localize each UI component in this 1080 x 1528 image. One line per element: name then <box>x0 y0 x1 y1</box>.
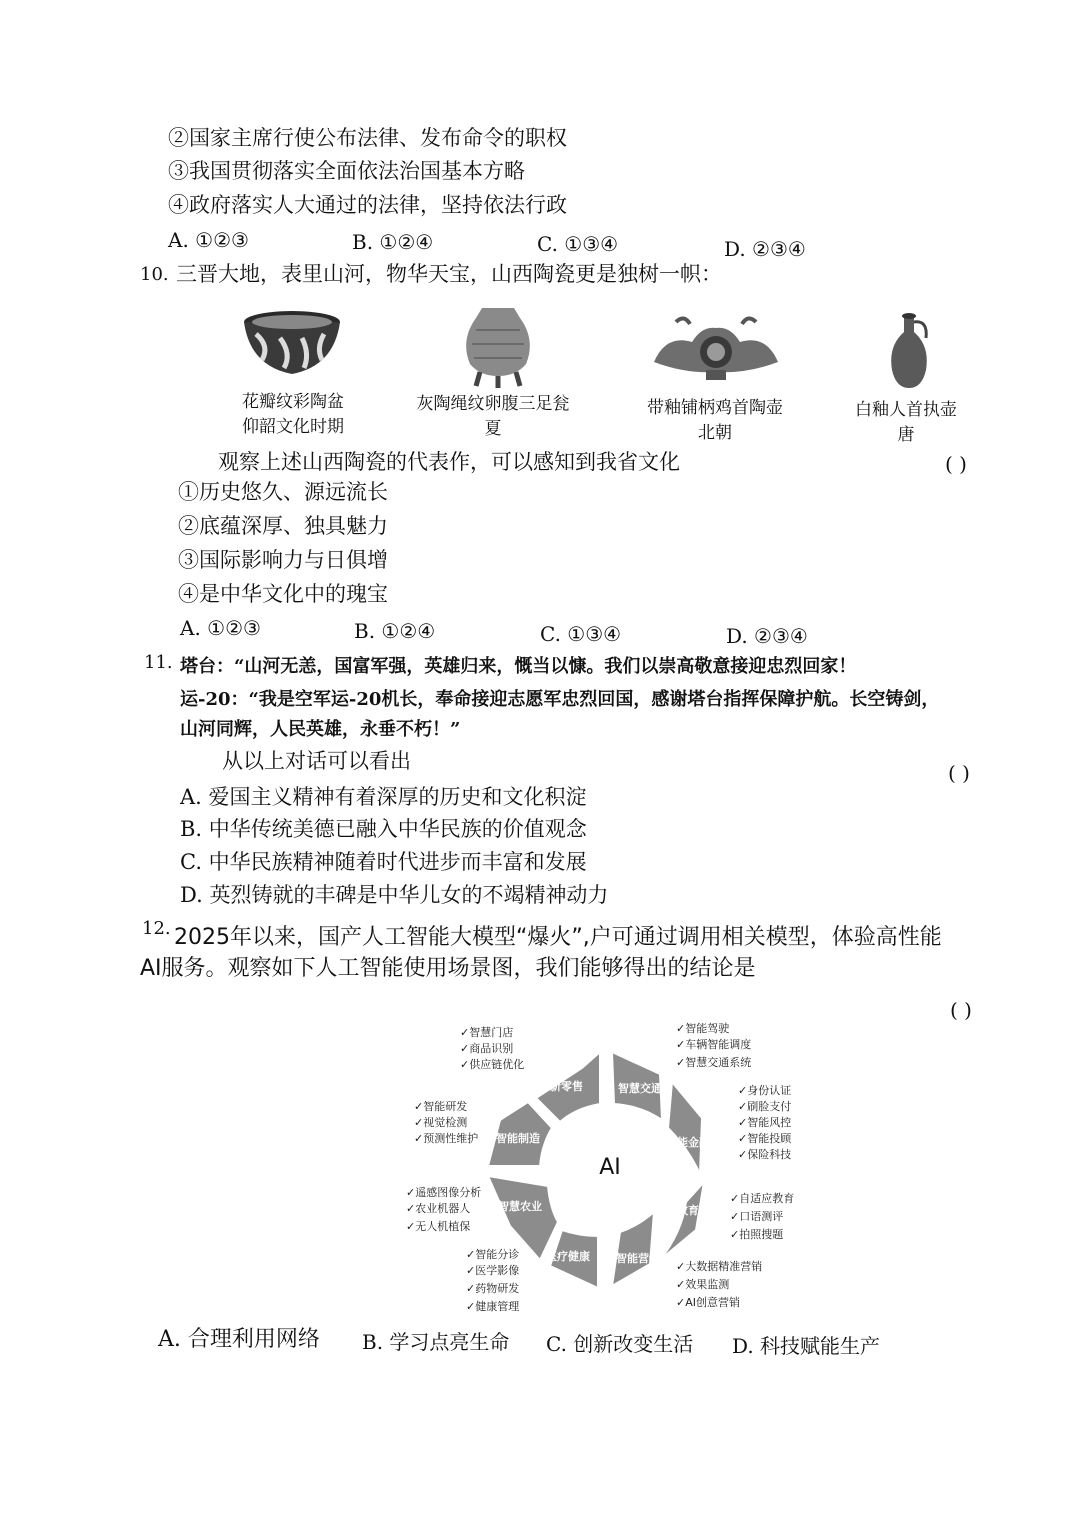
q12-option-b: B. 学习点亮生命 <box>362 1330 510 1354</box>
pottery-caption-3: 带釉铺柄鸡首陶壶 北朝 <box>647 398 783 443</box>
retail-item: ✓商品识别 <box>460 1042 514 1055</box>
q10-number: 10. <box>140 264 169 285</box>
q11-number: 11. <box>144 652 173 673</box>
q10-item-4: ④是中华文化中的瑰宝 <box>178 582 388 606</box>
q12-stem-line1: 2025年以来，国产人工智能大模型“爆火”,户可通过调用相关模型，体验高性能 <box>174 925 942 950</box>
segment-label-agri: 智慧农业 <box>498 1200 542 1213</box>
traffic-item: ✓车辆智能调度 <box>676 1038 752 1051</box>
q9-option-d: D. ②③④ <box>724 237 806 261</box>
q10-option-c: C. ①③④ <box>540 622 622 646</box>
traffic-item: ✓智能驾驶 <box>676 1022 730 1035</box>
q11-option-d: D. 英烈铸就的丰碑是中华儿女的不竭精神动力 <box>180 883 609 907</box>
education-item: ✓拍照搜题 <box>730 1228 784 1241</box>
q9-item-2: ②国家主席行使公布法律、发布命令的职权 <box>168 126 567 150</box>
medical-item: ✓药物研发 <box>466 1282 520 1295</box>
white-glaze-ewer-image <box>884 312 934 392</box>
segment-education <box>660 1182 704 1260</box>
q12-stem-line2: AI服务。观察如下人工智能使用场景图，我们能够得出的结论是 <box>140 956 756 981</box>
q10-item-3: ③国际影响力与日俱增 <box>178 548 388 572</box>
q10-stem: 三晋大地，表里山河，物华天宝，山西陶瓷更是独树一帜： <box>176 262 722 286</box>
q10-option-d: D. ②③④ <box>726 624 808 648</box>
q10-item-1: ①历史悠久、源远流长 <box>178 480 388 504</box>
manufacturing-item: ✓智能研发 <box>414 1100 468 1113</box>
q11-dialogue-pilot: 运-20：“我是空军运-20机长，奉命接迎志愿军忠烈回国，感谢塔台指挥保障护航。长空铸剑， <box>180 689 940 710</box>
agri-item: ✓遥感图像分析 <box>406 1186 482 1199</box>
q9-item-4: ④政府落实人大通过的法律，坚持依法行政 <box>168 193 567 217</box>
q9-option-c: C. ①③④ <box>537 232 619 256</box>
pottery-caption-2: 灰陶绳纹卵腹三足瓮 夏 <box>416 394 570 439</box>
q10-option-b: B. ①②④ <box>354 619 436 643</box>
finance-item: ✓保险科技 <box>738 1148 792 1161</box>
glazed-chicken-head-pot-image <box>646 312 786 384</box>
q11-option-a: A. 爱国主义精神有着深厚的历史和文化积淀 <box>180 785 587 809</box>
finance-item: ✓刷脸支付 <box>738 1100 792 1113</box>
segment-marketing <box>612 1212 654 1286</box>
medical-item: ✓医学影像 <box>466 1264 520 1277</box>
segment-label-manufacturing: 智能制造 <box>496 1132 540 1145</box>
finance-item: ✓智能投顾 <box>738 1132 792 1145</box>
q12-answer-bracket: ( ) <box>950 998 972 1022</box>
q10-item-2: ②底蕴深厚、独具魅力 <box>178 514 388 538</box>
q11-option-c: C. 中华民族精神随着时代进步而丰富和发展 <box>180 850 587 874</box>
segment-label-traffic: 智慧交通 <box>618 1082 662 1095</box>
education-item: ✓口语测评 <box>730 1210 784 1223</box>
segment-label-finance: 智能金融 <box>666 1136 710 1149</box>
diagram-center-label: AI <box>599 1155 621 1180</box>
pottery-caption-1: 花瓣纹彩陶盆 仰韶文化时期 <box>242 392 344 437</box>
q12-option-d: D. 科技赋能生产 <box>732 1334 881 1358</box>
q9-item-3: ③我国贯彻落实全面依法治国基本方略 <box>168 159 525 183</box>
pottery-caption-4: 白釉人首执壶 唐 <box>855 400 957 445</box>
segment-finance <box>668 1082 702 1174</box>
q10-option-a: A. ①②③ <box>180 616 261 640</box>
marketing-item: ✓大数据精准营销 <box>676 1260 763 1273</box>
q11-dialogue-tower: 塔台：“山河无恙，国富军强，英雄归来，慨当以慷。我们以崇高敬意接迎忠烈回家！ <box>180 656 857 677</box>
q10-question: 观察上述山西陶瓷的代表作，可以感知到我省文化 <box>218 450 680 474</box>
q11-answer-bracket: ( ) <box>948 761 970 785</box>
agri-item: ✓农业机器人 <box>406 1202 471 1215</box>
ai-scenario-diagram <box>400 1016 820 1316</box>
segment-label-retail: 新零售 <box>550 1080 583 1093</box>
q12-option-a: A. 合理利用网络 <box>158 1327 320 1352</box>
q11-dialogue-pilot-cont: 山河同辉，人民英雄，永垂不朽！” <box>180 719 461 740</box>
q9-option-b: B. ①②④ <box>352 230 434 254</box>
medical-item: ✓健康管理 <box>466 1300 520 1313</box>
q11-question: 从以上对话可以看出 <box>222 749 411 773</box>
retail-item: ✓供应链优化 <box>460 1058 525 1071</box>
marketing-item: ✓AI创意营销 <box>676 1296 740 1309</box>
manufacturing-item: ✓预测性维护 <box>414 1132 479 1145</box>
marketing-item: ✓效果监测 <box>676 1278 730 1291</box>
segment-label-education: 能教育 <box>666 1204 699 1217</box>
manufacturing-item: ✓视觉检测 <box>414 1116 468 1129</box>
traffic-item: ✓智慧交通系统 <box>676 1056 752 1069</box>
painted-pottery-basin-image <box>240 308 344 380</box>
finance-item: ✓智能风控 <box>738 1116 792 1129</box>
q12-option-c: C. 创新改变生活 <box>546 1332 694 1356</box>
q12-number: 12. <box>142 918 171 939</box>
agri-item: ✓无人机植保 <box>406 1220 471 1233</box>
q11-option-b: B. 中华传统美德已融入中华民族的价值观念 <box>180 817 587 841</box>
finance-item: ✓身份认证 <box>738 1084 792 1097</box>
q10-answer-bracket: ( ) <box>945 452 967 476</box>
q9-option-a: A. ①②③ <box>168 228 249 252</box>
education-item: ✓自适应教育 <box>730 1192 795 1205</box>
grey-pottery-tripod-urn-image <box>458 300 538 388</box>
segment-label-marketing: 智能营销 <box>616 1252 660 1265</box>
retail-item: ✓智慧门店 <box>460 1026 514 1039</box>
medical-item: ✓智能分诊 <box>466 1248 520 1261</box>
segment-label-medical: 医疗健康 <box>546 1250 590 1263</box>
